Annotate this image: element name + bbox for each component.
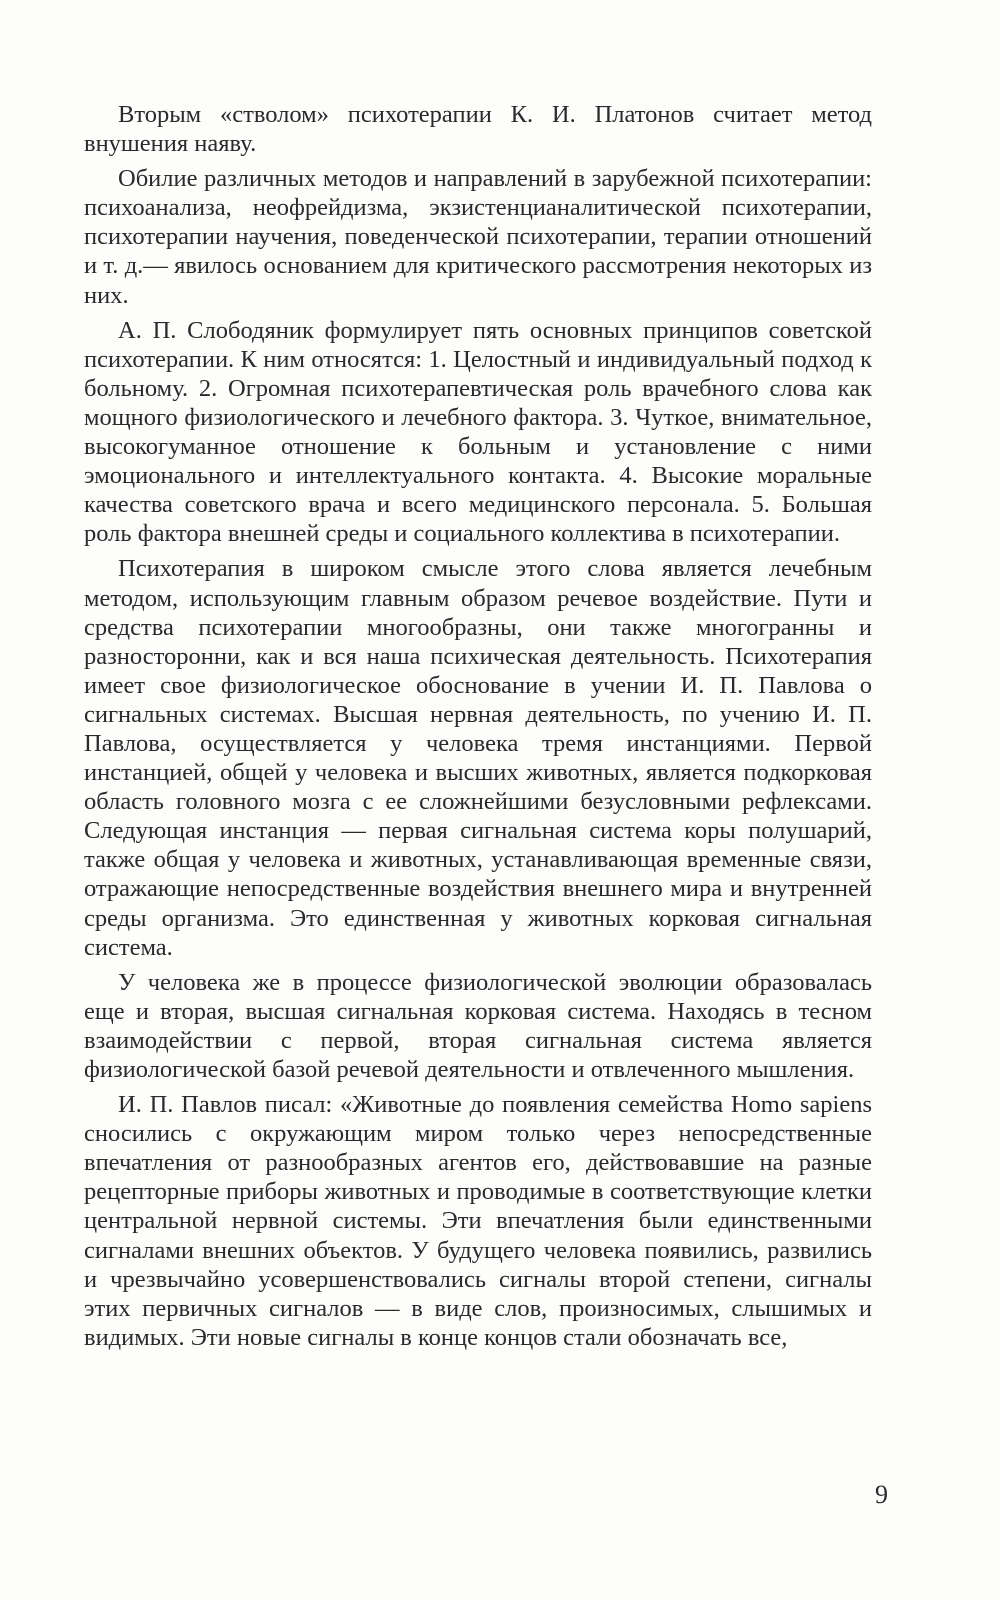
body-text [84, 100, 872, 1358]
paragraph-6: И. П. Павлов писал: «Животные до появления семейства Homo sapiens сносились с окружающим миром только через непосредственные впечатления от разнообразных агентов его, действовавшие на разные рецепторные приборы животных и проводимые в соответствующие клетки центральной нервной системы. Эти впечатления были единственными сигналами внешних объектов. У будущего человека появились, развились и чрезвычайно усовершенствовались сигналы второй степени, сигналы этих первичных сигналов — в виде слов, произносимых, слышимых и видимых. Эти новые сигналы в конце концов стали обозначать все, [84, 1091, 872, 1351]
paragraph-2: Обилие различных методов и направлений в зарубежной психотерапии: психоанализа, неофрейдизма, экзистенцианалитической психотерапии, психотерапии научения, поведенческой психотерапии, терапии отношений и т. д.— явилось основанием для критического рассмотрения некоторых из них. [84, 165, 872, 309]
paragraph-3: А. П. Слободяник формулирует пять основных принципов советской психотерапии. К ним относятся: 1. Целостный и индивидуальный подход к больному. 2. Огромная психотерапевтическая роль врачебного слова как мощного физиологического и лечебного фактора. 3. Чуткое, внимательное, высокогуманное отношение к больным и установление с ними эмоционального и интеллектуального контакта. 4. Высокие моральные качества советского врача и всего медицинского персонала. 5. Большая роль фактора внешней среды и социального коллектива в психотерапии. [84, 316, 872, 548]
paragraph-5: У человека же в процессе физиологической эволюции образовалась еще и вторая, высшая сигнальная корковая система. Находясь в тесном взаимодействии с первой, вторая сигнальная система является физиологической базой речевой деятельности и отвлеченного мышления. [84, 968, 872, 1083]
page-number: 9 [875, 1480, 888, 1509]
paragraph-4: Психотерапия в широком смысле этого слова является лечебным методом, использующим главным образом речевое воздействие. Пути и средства психотерапии многообразны, они также многогранны и разносторонни, как и вся наша психическая деятельность. Психотерапия имеет свое физиологическое обоснование в учении И. П. Павлова о сигнальных системах. Высшая нервная деятельность, по учению И. П. Павлова, осуществляется у человека тремя инстанциями. Первой инстанцией, общей у человека и высших животных, является подкорковая область головного мозга с ее сложнейшими безусловными рефлексами. Следующая инстанция — первая сигнальная система коры полушарий, также общая у человека и животных, устанавливающая временные связи, отражающие непосредственные воздействия внешнего мира и внутренней среды организма. Это единственная у животных корковая сигнальная система. [84, 555, 872, 961]
paragraph-1: Вторым «стволом» психотерапии К. И. Платонов считает метод внушения наяву. [84, 101, 872, 158]
